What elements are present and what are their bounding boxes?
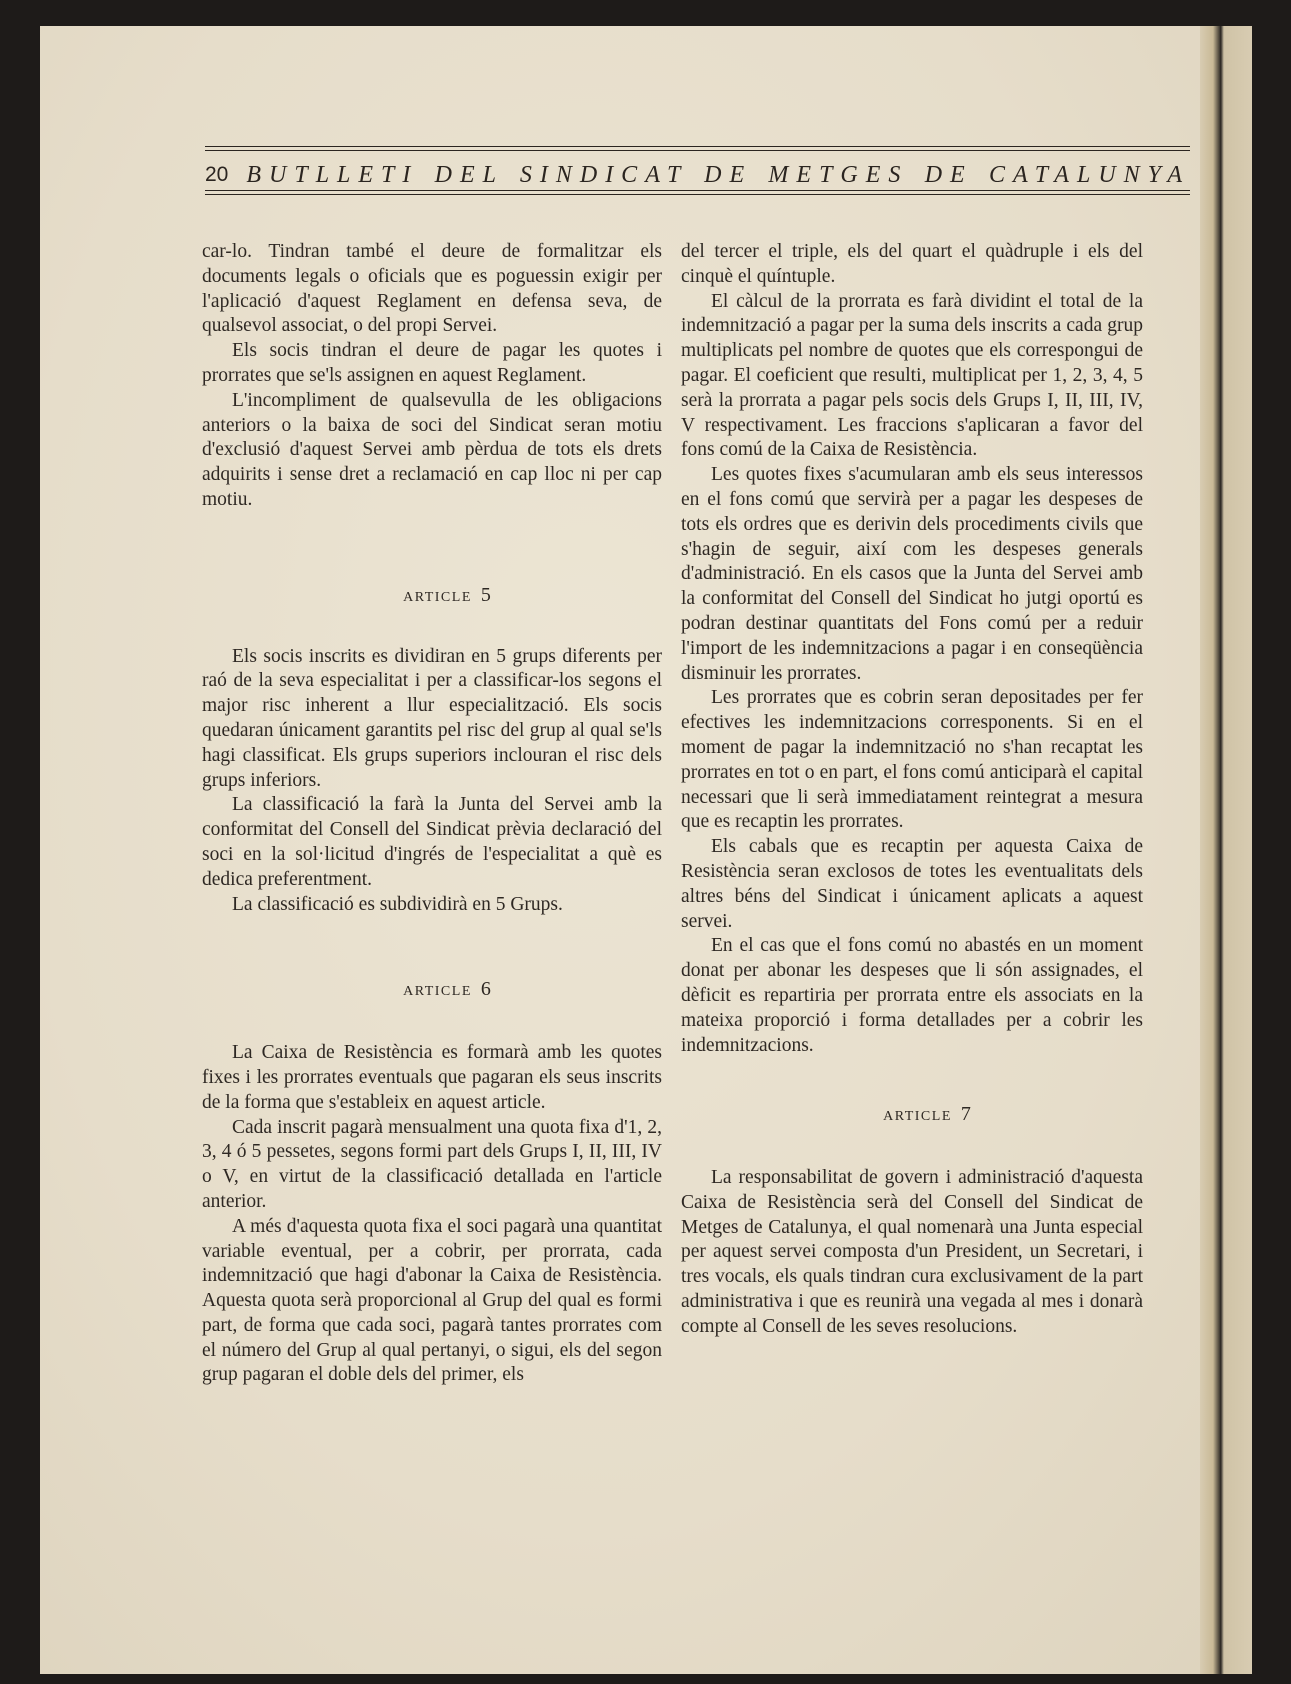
article-label: ARTICLE bbox=[403, 984, 472, 1000]
header-rule bbox=[205, 194, 1190, 195]
article-heading-5 bbox=[202, 583, 662, 611]
article-number: 7 bbox=[960, 1103, 971, 1126]
header-rule bbox=[205, 150, 1190, 151]
paragraph: L'incompliment de qualsevulla de les obligacions anteriors o la baixa de soci del Sindicat seran motiu d'exclusió d'aquest Servei amb pèrdua de tots els drets adquirits i sense dret a reclamació en cap lloc ni per cap motiu. bbox=[202, 389, 662, 510]
document-page bbox=[40, 26, 1252, 1674]
page-number: 20 bbox=[205, 163, 229, 186]
left-column bbox=[202, 240, 662, 1388]
paragraph: Les quotes fixes s'acumularan amb els seus interessos en el fons comú que servirà per a pagar les despeses de tots els ordres que es derivin dels procediments civils que s'hagin de seguir, així com les despeses generals d'administració. En els casos que la Junta del Servei amb la conformitat del Consell del Sindicat ho jutgi oportú es podran destinar quantitats del Fons comú per a reduir l'import de les indemnitzacions a pagar i en conseqüència disminuir les prorrates. bbox=[681, 464, 1143, 684]
paragraph: La classificació la farà la Junta del Servei amb la conformitat del Consell del Sindicat prèvia declaració del soci en la sol·licitud d'ingrés de l'especialitat a què es dedica preferentment. bbox=[202, 794, 662, 890]
paragraph: La responsabilitat de govern i administració d'aquesta Caixa de Resistència serà del Consell del Sindicat de Metges de Catalunya, el qual nomenarà una Junta especial per aquest servei composta d'un President, un Secretari, i tres vocals, els quals tindran cura exclusivament de la part administrativa i que es reunirà una vegada al mes i donarà compte al Consell de les seves resolucions. bbox=[681, 1167, 1143, 1337]
paragraph: Els socis inscrits es dividiran en 5 grups diferents per raó de la seva especialitat i per a classificar-los segons el major risc inherent a llur especialització. Els socis quedaran únicament garantits pel risc del grup al qual se'ls hagi classificat. Els grups superiors inclouran el risc dels grups inferiors. bbox=[202, 645, 662, 791]
paragraph: Cada inscrit pagarà mensualment una quota fixa d'1, 2, 3, 4 ó 5 pessetes, segons formi part dels Grups I, II, III, IV o V, en virtut de la classificació detallada en l'article anterior. bbox=[202, 1116, 662, 1212]
article-heading-7 bbox=[681, 1102, 1143, 1130]
article-number: 5 bbox=[480, 583, 491, 606]
paragraph: La Caixa de Resistència es formarà amb les quotes fixes i les prorrates eventuals que pagaran els seus inscrits de la forma que s'estableix en aquest article. bbox=[202, 1042, 662, 1113]
right-column bbox=[681, 240, 1143, 1340]
header-rule bbox=[205, 146, 1190, 147]
paragraph: Els socis tindran el deure de pagar les quotes i prorrates que se'ls assignen en aquest Reglament. bbox=[202, 340, 662, 386]
article-label: ARTICLE bbox=[403, 589, 472, 605]
paragraph: del tercer el triple, els del quart el quàdruple i els del cinquè el quíntuple. bbox=[681, 241, 1143, 287]
paragraph: El càlcul de la prorrata es farà dividint el total de la indemnització a pagar per la suma dels inscrits a cada grup multiplicats pel nombre de quotes que els correspongui de pagar. El coeficient que resulti, multiplicat per 1, 2, 3, 4, 5 serà la prorrata a pagar pels socis dels Grups I, II, III, IV, V respectivament. Les fraccions s'aplicaran a favor del fons comú de la Caixa de Resistència. bbox=[681, 290, 1143, 461]
page-header bbox=[205, 124, 1190, 214]
paragraph: La classificació es subdividirà en 5 Grups. bbox=[232, 893, 563, 915]
paragraph: En el cas que el fons comú no abastés en un moment donat per abonar les despeses que li són assignades, el dèficit es repartiria per prorrata entre els associats en la mateixa proporció i forma detallades per a cobrir les indemnitzacions. bbox=[681, 935, 1143, 1056]
header-rule bbox=[205, 190, 1190, 191]
journal-title: BUTLLETI DEL SINDICAT DE METGES DE CATALUNYA bbox=[246, 161, 1190, 188]
paragraph: car-lo. Tindran també el deure de formalitzar els documents legals o oficials que es poguessin exigir per l'aplicació d'aquest Reglament en defensa seva, de qualsevol associat, o del propi Servei. bbox=[202, 241, 662, 337]
paragraph: Les prorrates que es cobrin seran depositades per fer efectives les indemnitzacions corresponents. Si en el moment de pagar la indemnització no s'han recaptat les prorrates en tot o en part, el fons comú anticiparà el capital necessari que li serà immediatament reintegrat a mesura que es recaptin les prorrates. bbox=[681, 687, 1143, 833]
adjacent-page-edge bbox=[1200, 26, 1252, 1674]
paragraph: Els cabals que es recaptin per aquesta Caixa de Resistència seran exclosos de totes les eventualitats dels altres béns del Sindicat i únicament aplicats a aquest servei. bbox=[681, 836, 1143, 932]
article-number: 6 bbox=[480, 978, 491, 1001]
article-heading-6 bbox=[202, 977, 662, 1005]
paragraph: A més d'aquesta quota fixa el soci pagarà una quantitat variable eventual, per a cobrir, per prorrata, cada indemnització que hagi d'abonar la Caixa de Resistència. Aquesta quota serà proporcional al Grup del qual es formi part, de forma que cada soci, pagarà tantes prorrates com el número del Grup al qual pertanyi, o sigui, els del segon grup pagaran el doble dels del primer, els bbox=[202, 1215, 662, 1386]
article-label: ARTICLE bbox=[883, 1109, 952, 1125]
